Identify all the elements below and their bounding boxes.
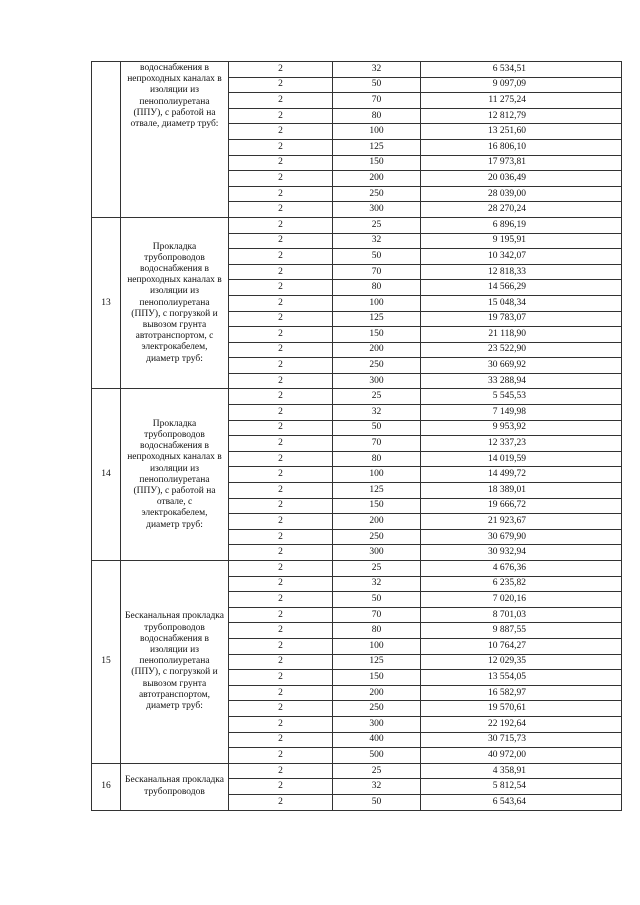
price-cell: 9 953,92 [421,420,622,436]
category-cell: 2 [229,716,333,732]
price-cell: 28 270,24 [421,202,622,218]
category-cell: 2 [229,763,333,779]
category-cell: 2 [229,451,333,467]
diameter-cell: 300 [333,716,421,732]
price-cell: 9 195,91 [421,233,622,249]
item-description: Бесканальная прокладка трубопроводов [121,763,229,810]
diameter-cell: 100 [333,467,421,483]
diameter-cell: 70 [333,607,421,623]
category-cell: 2 [229,358,333,374]
price-cell: 7 020,16 [421,592,622,608]
diameter-cell: 300 [333,545,421,561]
diameter-cell: 50 [333,794,421,810]
item-number: 16 [92,763,121,810]
price-cell: 18 389,01 [421,483,622,499]
diameter-cell: 50 [333,77,421,93]
price-cell: 28 039,00 [421,186,622,202]
price-cell: 20 036,49 [421,171,622,187]
category-cell: 2 [229,732,333,748]
price-cell: 30 669,92 [421,358,622,374]
diameter-cell: 80 [333,280,421,296]
diameter-cell: 80 [333,623,421,639]
diameter-cell: 150 [333,327,421,343]
diameter-cell: 200 [333,685,421,701]
diameter-cell: 32 [333,62,421,78]
diameter-cell: 125 [333,483,421,499]
price-cell: 12 818,33 [421,264,622,280]
diameter-cell: 125 [333,139,421,155]
document-page [91,61,622,811]
category-cell: 2 [229,748,333,764]
price-cell: 21 118,90 [421,327,622,343]
diameter-cell: 80 [333,108,421,124]
price-cell: 13 251,60 [421,124,622,140]
price-cell: 16 806,10 [421,139,622,155]
price-cell: 13 554,05 [421,670,622,686]
item-description: Бесканальная прокладка трубопроводов водоснабжения в изоляции из пенополиуретана (ППУ), с погрузкой и вывозом грунта автотранспортом, диаметр труб: [121,561,229,764]
price-cell: 4 676,36 [421,561,622,577]
price-cell: 4 358,91 [421,763,622,779]
table-body [92,62,622,811]
category-cell: 2 [229,467,333,483]
table-row [92,389,622,405]
price-cell: 15 048,34 [421,295,622,311]
price-cell: 19 666,72 [421,498,622,514]
price-cell: 9 887,55 [421,623,622,639]
diameter-cell: 25 [333,763,421,779]
category-cell: 2 [229,514,333,530]
category-cell: 2 [229,327,333,343]
table-row [92,217,622,233]
price-cell: 9 097,09 [421,77,622,93]
item-number: 13 [92,217,121,389]
diameter-cell: 32 [333,576,421,592]
diameter-cell: 50 [333,592,421,608]
category-cell: 2 [229,139,333,155]
diameter-cell: 32 [333,405,421,421]
diameter-cell: 125 [333,654,421,670]
price-cell: 19 570,61 [421,701,622,717]
diameter-cell: 25 [333,561,421,577]
diameter-cell: 250 [333,358,421,374]
item-description: Прокладка трубопроводов водоснабжения в непроходных каналах в изоляции из пенополиуретана (ППУ), с работой на отвале, с электрокабелем, диаметр труб: [121,389,229,561]
diameter-cell: 400 [333,732,421,748]
price-cell: 6 543,64 [421,794,622,810]
category-cell: 2 [229,373,333,389]
category-cell: 2 [229,108,333,124]
diameter-cell: 100 [333,638,421,654]
category-cell: 2 [229,217,333,233]
diameter-cell: 300 [333,373,421,389]
category-cell: 2 [229,545,333,561]
diameter-cell: 150 [333,670,421,686]
category-cell: 2 [229,420,333,436]
item-description: Прокладка трубопроводов водоснабжения в непроходных каналах в изоляции из пенополиуретана (ППУ), с погрузкой и вывозом грунта автотранспортом, с электрокабелем, диаметр труб: [121,217,229,389]
diameter-cell: 70 [333,436,421,452]
diameter-cell: 100 [333,124,421,140]
category-cell: 2 [229,405,333,421]
table-row [92,763,622,779]
price-cell: 5 812,54 [421,779,622,795]
category-cell: 2 [229,701,333,717]
item-description: водоснабжения в непроходных каналах в изоляции из пенополиуретана (ППУ), с работой на отвале, диаметр труб: [121,62,229,218]
category-cell: 2 [229,498,333,514]
category-cell: 2 [229,779,333,795]
diameter-cell: 200 [333,514,421,530]
category-cell: 2 [229,685,333,701]
price-cell: 17 973,81 [421,155,622,171]
price-cell: 23 522,90 [421,342,622,358]
diameter-cell: 150 [333,155,421,171]
category-cell: 2 [229,623,333,639]
table-row [92,62,622,78]
price-cell: 12 812,79 [421,108,622,124]
price-cell: 12 029,35 [421,654,622,670]
category-cell: 2 [229,171,333,187]
price-cell: 30 679,90 [421,529,622,545]
item-number [92,62,121,218]
price-cell: 14 499,72 [421,467,622,483]
diameter-cell: 250 [333,186,421,202]
category-cell: 2 [229,233,333,249]
category-cell: 2 [229,124,333,140]
diameter-cell: 50 [333,420,421,436]
diameter-cell: 80 [333,451,421,467]
price-cell: 21 923,67 [421,514,622,530]
category-cell: 2 [229,77,333,93]
diameter-cell: 32 [333,233,421,249]
category-cell: 2 [229,280,333,296]
price-cell: 22 192,64 [421,716,622,732]
category-cell: 2 [229,389,333,405]
diameter-cell: 250 [333,529,421,545]
category-cell: 2 [229,529,333,545]
category-cell: 2 [229,794,333,810]
diameter-cell: 250 [333,701,421,717]
diameter-cell: 125 [333,311,421,327]
price-cell: 19 783,07 [421,311,622,327]
price-cell: 11 275,24 [421,93,622,109]
category-cell: 2 [229,638,333,654]
category-cell: 2 [229,576,333,592]
diameter-cell: 300 [333,202,421,218]
category-cell: 2 [229,295,333,311]
category-cell: 2 [229,561,333,577]
diameter-cell: 100 [333,295,421,311]
category-cell: 2 [229,264,333,280]
diameter-cell: 200 [333,342,421,358]
diameter-cell: 200 [333,171,421,187]
category-cell: 2 [229,311,333,327]
diameter-cell: 70 [333,264,421,280]
price-cell: 8 701,03 [421,607,622,623]
category-cell: 2 [229,62,333,78]
price-cell: 30 715,73 [421,732,622,748]
diameter-cell: 150 [333,498,421,514]
category-cell: 2 [229,436,333,452]
category-cell: 2 [229,607,333,623]
table-row [92,561,622,577]
diameter-cell: 70 [333,93,421,109]
price-cell: 30 932,94 [421,545,622,561]
price-cell: 14 566,29 [421,280,622,296]
price-cell: 14 019,59 [421,451,622,467]
category-cell: 2 [229,483,333,499]
price-cell: 16 582,97 [421,685,622,701]
diameter-cell: 500 [333,748,421,764]
diameter-cell: 25 [333,389,421,405]
category-cell: 2 [229,93,333,109]
category-cell: 2 [229,202,333,218]
price-cell: 6 896,19 [421,217,622,233]
price-cell: 6 534,51 [421,62,622,78]
category-cell: 2 [229,249,333,265]
category-cell: 2 [229,342,333,358]
diameter-cell: 25 [333,217,421,233]
price-cell: 10 764,27 [421,638,622,654]
price-cell: 33 288,94 [421,373,622,389]
price-cell: 10 342,07 [421,249,622,265]
category-cell: 2 [229,592,333,608]
item-number: 14 [92,389,121,561]
price-cell: 6 235,82 [421,576,622,592]
price-cell: 5 545,53 [421,389,622,405]
category-cell: 2 [229,186,333,202]
price-cell: 7 149,98 [421,405,622,421]
category-cell: 2 [229,155,333,171]
category-cell: 2 [229,654,333,670]
price-cell: 12 337,23 [421,436,622,452]
category-cell: 2 [229,670,333,686]
item-number: 15 [92,561,121,764]
price-table [91,61,622,811]
diameter-cell: 32 [333,779,421,795]
diameter-cell: 50 [333,249,421,265]
price-cell: 40 972,00 [421,748,622,764]
